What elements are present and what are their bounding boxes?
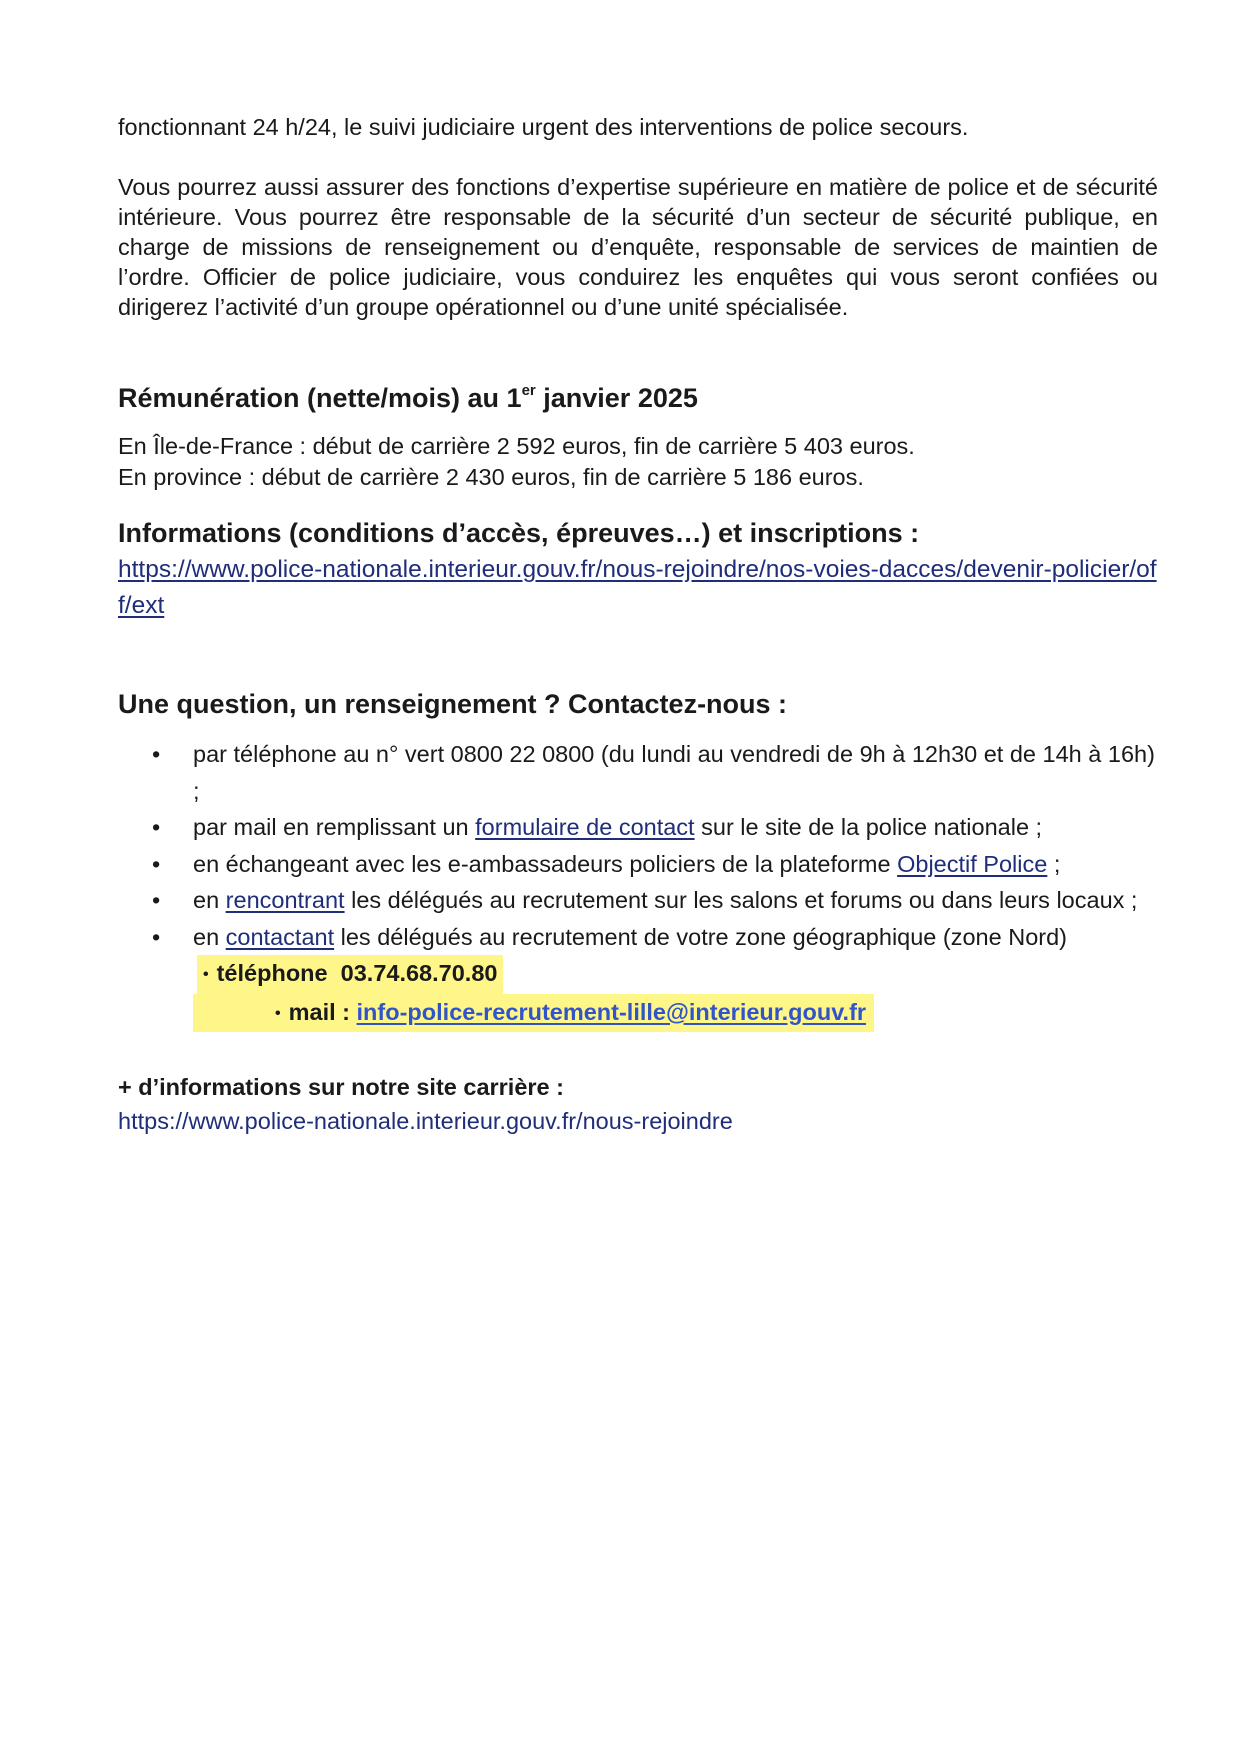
informations-heading: Informations (conditions d’accès, épreuves…) et inscriptions : xyxy=(118,518,920,548)
objectif-police-link[interactable]: Objectif Police xyxy=(897,850,1048,877)
highlight-phone xyxy=(197,955,503,994)
informations-url-paragraph xyxy=(118,552,1158,624)
bullet-icon: • xyxy=(203,966,209,983)
contact-heading: Une question, un renseignement ? Contactez-nous : xyxy=(118,689,788,719)
bullet-icon: • xyxy=(152,814,161,840)
contactant-link[interactable]: contactant xyxy=(225,923,335,950)
intro-paragraph-2: Vous pourrez aussi assurer des fonctions d’expertise supérieure en matière de police et de sécurité intérieure. Vous pourrez être responsable de la sécurité d’un secteur de sécurité publique, en charge de missions de renseignement ou d’enquête, responsable de services de maintien de l’ordre. Officier de police judiciaire, vous conduirez les enquêtes qui vous seront confiées ou dirigerez l’activité d’un groupe opérationnel ou d’une unité spécialisée. xyxy=(118,174,1158,320)
remuneration-province: En province : début de carrière 2 430 euros, fin de carrière 5 186 euros. xyxy=(118,464,864,490)
contact-list xyxy=(118,736,1158,1032)
bullet-icon: • xyxy=(275,1004,281,1022)
mail-label: mail : xyxy=(288,998,350,1025)
remuneration-idf: En Île-de-France : début de carrière 2 592 euros, fin de carrière 5 403 euros. xyxy=(118,433,915,459)
contact-form-link[interactable]: formulaire de contact xyxy=(475,814,695,840)
footer-heading: + d’informations sur notre site carrière : xyxy=(118,1074,564,1100)
list-item: • en rencontrant les délégués au recrutement sur les salons et forums ou dans leurs locaux ; xyxy=(118,882,1158,919)
footer-url-paragraph xyxy=(118,1104,1158,1138)
list-item: • par mail en remplissant un formulaire de contact sur le site de la police nationale ; xyxy=(118,809,1158,846)
bullet-icon: • xyxy=(152,850,161,877)
informations-link[interactable]: https://www.police-nationale.interieur.gouv.fr/nous-rejoindre/nos-voies-dacces/devenir-policier/off/ext xyxy=(118,556,1157,619)
phone-value: 03.74.68.70.80 xyxy=(340,960,498,986)
bullet-icon: • xyxy=(152,741,161,767)
list-item xyxy=(118,736,1158,809)
contact-phone-text: par téléphone au n° vert 0800 22 0800 (du lundi au vendredi de 9h à 12h30 et de 14h à 16h) ; xyxy=(193,741,1155,804)
remuneration-heading: Rémunération (nette/mois) au 1er janvier 2025 xyxy=(118,382,698,413)
rencontrant-link[interactable]: rencontrant xyxy=(225,887,345,913)
phone-label: téléphone xyxy=(216,960,328,986)
page-content xyxy=(118,112,1158,1138)
career-site-link[interactable]: https://www.police-nationale.interieur.gouv.fr/nous-rejoindre xyxy=(118,1108,733,1134)
bullet-icon: • xyxy=(152,923,161,950)
highlight-mail xyxy=(193,994,874,1033)
bullet-icon: • xyxy=(152,887,161,913)
list-item: • en contactant les délégués au recrutement de votre zone géographique (zone Nord) • téléphone 03.74.68.70.80 • mail : info-police-recrutement-lille@interieur.gouv.fr xyxy=(118,919,1158,1033)
recruitment-email-link[interactable]: info-police-recrutement-lille@interieur.gouv.fr xyxy=(356,998,867,1025)
intro-paragraph-1: fonctionnant 24 h/24, le suivi judiciaire urgent des interventions de police secours. xyxy=(118,114,969,140)
list-item: • en échangeant avec les e-ambassadeurs policiers de la plateforme Objectif Police ; xyxy=(118,846,1158,883)
